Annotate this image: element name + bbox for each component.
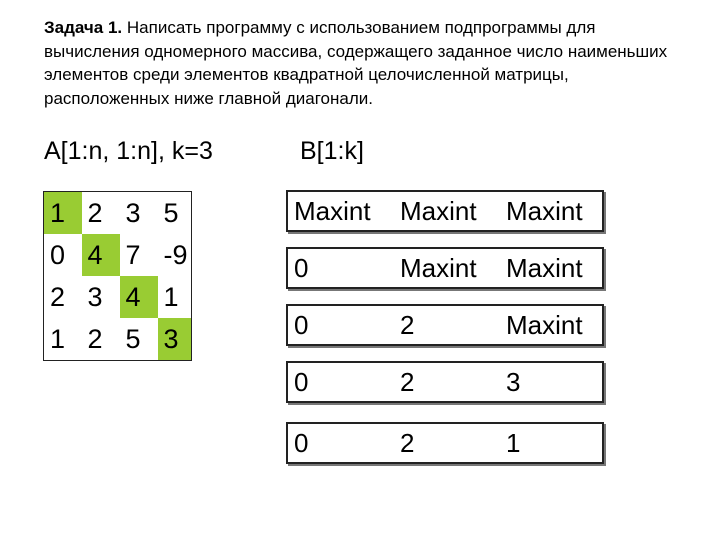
- b-cell: 0: [294, 367, 309, 397]
- matrix-a-label: A[1:n, 1:n], k=3: [44, 137, 213, 165]
- task-statement: [44, 16, 694, 110]
- b-cell: Maxint: [400, 253, 477, 283]
- array-b-label: B[1:k]: [300, 137, 364, 165]
- matrix-cell: 2: [87, 198, 103, 228]
- matrix-cell: 2: [87, 324, 103, 354]
- matrix-row: [44, 318, 192, 361]
- b-step-row: [286, 361, 604, 403]
- b-cell: Maxint: [506, 253, 583, 283]
- matrix-row: [44, 192, 192, 235]
- b-cell: 1: [506, 428, 521, 458]
- b-cell: 2: [400, 310, 415, 340]
- b-cell: Maxint: [294, 196, 371, 226]
- task-text: Написать программу с использованием подпрограммы для вычисления одномерного массива, содержащего заданное число наименьших элементов среди элементов квадратной целочисленной матрицы, расположенных ниже главной диагонали.: [44, 18, 668, 108]
- matrix-cell: 4: [120, 276, 158, 318]
- b-step-row: [286, 422, 604, 464]
- matrix-cell: 1: [44, 192, 82, 235]
- matrix-cell: 5: [163, 198, 179, 228]
- matrix-cell: 5: [125, 324, 141, 354]
- matrix-cell: 1: [50, 324, 66, 354]
- matrix-cell: 2: [50, 282, 66, 312]
- b-step-row: [286, 247, 604, 289]
- b-step-row: [286, 190, 604, 232]
- matrix-a: [43, 191, 192, 361]
- matrix-cell: 3: [87, 282, 103, 312]
- matrix-cell: 4: [82, 234, 120, 276]
- b-cell: 0: [294, 253, 309, 283]
- matrix-cell: -9: [163, 240, 188, 270]
- matrix-cell: 0: [50, 240, 66, 270]
- matrix-cell: 1: [163, 282, 179, 312]
- b-cell: Maxint: [506, 196, 583, 226]
- matrix-row: [44, 234, 192, 276]
- b-cell: 0: [294, 310, 309, 340]
- b-cell: 2: [400, 367, 415, 397]
- b-cell: Maxint: [506, 310, 583, 340]
- matrix-cell: 3: [125, 198, 141, 228]
- matrix-cell: 3: [158, 318, 192, 361]
- matrix-cell: 7: [125, 240, 141, 270]
- b-cell: 3: [506, 367, 521, 397]
- b-cell: 2: [400, 428, 415, 458]
- b-cell: 0: [294, 428, 309, 458]
- matrix-row: [44, 276, 192, 318]
- b-step-row: [286, 304, 604, 346]
- task-title: Задача 1.: [44, 18, 123, 37]
- b-cell: Maxint: [400, 196, 477, 226]
